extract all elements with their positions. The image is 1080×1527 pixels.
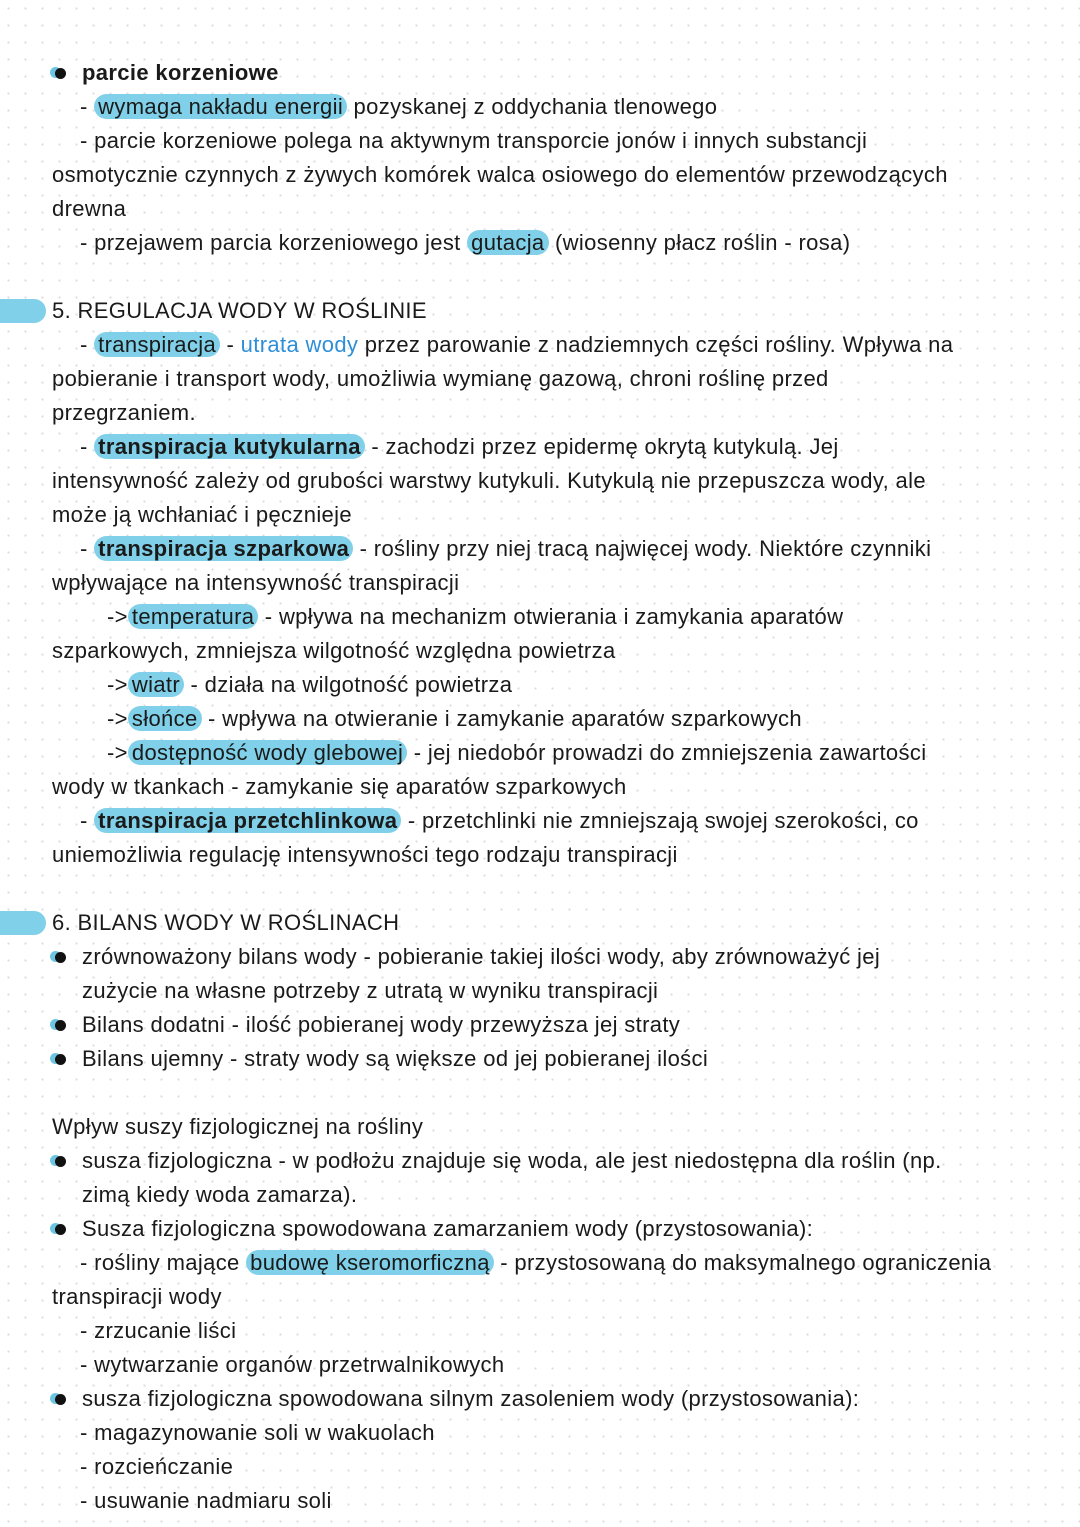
highlighted-term: temperatura — [128, 604, 258, 629]
text-line — [82, 56, 279, 90]
text-segment: 5. REGULACJA WODY W ROŚLINIE — [52, 298, 427, 323]
highlighted-term: wiatr — [128, 672, 184, 697]
text-segment: (wiosenny płacz roślin - rosa) — [548, 230, 851, 255]
text-segment: - wytwarzanie organów przetrwalnikowych — [80, 1352, 505, 1377]
text-line — [80, 1416, 435, 1450]
text-segment: Bilans ujemny - straty wody są większe od jej pobieranej ilości — [82, 1046, 709, 1071]
text-line — [52, 1110, 423, 1144]
section-heading — [52, 294, 427, 328]
bullet-icon — [55, 952, 66, 963]
text-line — [52, 192, 126, 226]
highlighted-term: transpiracja szparkowa — [94, 536, 353, 561]
text-segment: - przystosowaną do maksymalnego ograniczenia — [493, 1250, 992, 1275]
text-segment: transpiracji wody — [52, 1284, 222, 1309]
highlighted-term: słońce — [128, 706, 202, 731]
text-segment: przegrzaniem. — [52, 400, 196, 425]
text-segment: zrównoważony bilans wody - pobieranie takiej ilości wody, aby zrównoważyć jej — [82, 944, 881, 969]
text-line — [52, 158, 948, 192]
text-segment: - — [80, 536, 95, 561]
text-segment: utrata wody — [240, 332, 359, 357]
text-segment: zużycie na własne potrzeby z utratą w wyniku transpiracji — [82, 978, 659, 1003]
text-line — [82, 1178, 357, 1212]
text-segment: wpływające na intensywność transpiracji — [52, 570, 460, 595]
text-line — [52, 498, 352, 532]
text-segment: Bilans dodatni - ilość pobieranej wody przewyższa jej straty — [82, 1012, 681, 1037]
bullet-icon — [55, 1224, 66, 1235]
text-segment: szparkowych, zmniejsza wilgotność względna powietrza — [52, 638, 616, 663]
highlighted-term: transpiracja kutykularna — [94, 434, 365, 459]
text-segment: - — [80, 808, 95, 833]
text-line — [52, 838, 678, 872]
text-line — [52, 566, 459, 600]
text-segment: wody w tkankach - zamykanie się aparatów szparkowych — [52, 774, 627, 799]
text-segment: pobieranie i transport wody, umożliwia wymianę gazową, chroni roślinę przed — [52, 366, 829, 391]
text-line — [80, 328, 953, 362]
highlighted-term: dostępność wody glebowej — [128, 740, 407, 765]
text-line — [52, 396, 196, 430]
text-segment: parcie korzeniowe — [82, 60, 279, 85]
text-segment: Susza fizjologiczna spowodowana zamarzaniem wody (przystosowania): — [82, 1216, 814, 1241]
section-marker — [0, 911, 46, 935]
text-line — [82, 940, 880, 974]
text-line — [82, 1144, 942, 1178]
text-segment: - rośliny mające — [80, 1250, 247, 1275]
text-segment: zimą kiedy woda zamarza). — [82, 1182, 358, 1207]
text-segment: drewna — [52, 196, 127, 221]
bullet-icon — [55, 1156, 66, 1167]
text-line — [80, 1314, 236, 1348]
text-segment: - — [80, 94, 95, 119]
text-line — [107, 668, 512, 702]
text-line — [82, 1212, 813, 1246]
text-segment: -> — [107, 740, 128, 765]
text-segment: - — [80, 332, 95, 357]
text-segment: - wpływa na mechanizm otwierania i zamykania aparatów — [258, 604, 844, 629]
text-line — [107, 736, 926, 770]
text-segment: susza fizjologiczna - w podłożu znajduje się woda, ale jest niedostępna dla roślin (np. — [82, 1148, 942, 1173]
text-segment: - rośliny przy niej tracą najwięcej wody. Niektóre czynniki — [353, 536, 932, 561]
highlighted-term: wymaga nakładu energii — [94, 94, 347, 119]
text-line — [80, 226, 850, 260]
text-line — [107, 600, 843, 634]
text-segment: - przejawem parcia korzeniowego jest — [80, 230, 468, 255]
text-line — [80, 1246, 991, 1280]
text-segment: - parcie korzeniowe polega na aktywnym transporcie jonów i innych substancji — [80, 128, 868, 153]
text-segment: pozyskanej z oddychania tlenowego — [347, 94, 718, 119]
text-segment: -> — [107, 672, 128, 697]
text-segment: przez parowanie z nadziemnych części rośliny. Wpływa na — [358, 332, 954, 357]
text-line — [80, 124, 867, 158]
text-segment: - jej niedobór prowadzi do zmniejszenia zawartości — [407, 740, 927, 765]
bullet-icon — [55, 68, 66, 79]
text-line — [82, 1042, 708, 1076]
text-line — [80, 532, 931, 566]
text-segment: osmotycznie czynnych z żywych komórek walca osiowego do elementów przewodzących — [52, 162, 948, 187]
text-segment: - przetchlinki nie zmniejszają swojej szerokości, co — [401, 808, 919, 833]
text-line — [80, 1484, 332, 1518]
text-segment: - zrzucanie liści — [80, 1318, 237, 1343]
text-segment: - — [220, 332, 241, 357]
text-line — [52, 634, 616, 668]
text-segment: - działa na wilgotność powietrza — [184, 672, 513, 697]
text-line — [107, 702, 802, 736]
text-line — [82, 1382, 859, 1416]
text-segment: 6. BILANS WODY W ROŚLINACH — [52, 910, 400, 935]
text-line — [80, 804, 919, 838]
text-line — [80, 1450, 233, 1484]
text-segment: susza fizjologiczna spowodowana silnym zasoleniem wody (przystosowania): — [82, 1386, 860, 1411]
text-line — [52, 1280, 222, 1314]
text-segment: intensywność zależy od grubości warstwy kutykuli. Kutykulą nie przepuszcza wody, ale — [52, 468, 926, 493]
text-segment: - zachodzi przez epidermę okrytą kutykulą. Jej — [364, 434, 839, 459]
text-line — [52, 770, 627, 804]
text-segment: -> — [107, 706, 128, 731]
text-segment: - rozcieńczanie — [80, 1454, 234, 1479]
bullet-icon — [55, 1020, 66, 1031]
bullet-icon — [55, 1054, 66, 1065]
highlighted-term: gutacja — [467, 230, 548, 255]
text-line — [80, 1348, 504, 1382]
text-line — [82, 974, 658, 1008]
text-line — [52, 464, 926, 498]
text-line — [82, 1008, 680, 1042]
text-segment: - magazynowanie soli w wakuolach — [80, 1420, 435, 1445]
section-marker — [0, 299, 46, 323]
text-segment: uniemożliwia regulację intensywności tego rodzaju transpiracji — [52, 842, 678, 867]
text-segment: - wpływa na otwieranie i zamykanie aparatów szparkowych — [201, 706, 802, 731]
text-segment: może ją wchłaniać i pęcznieje — [52, 502, 352, 527]
text-segment: - — [80, 434, 95, 459]
text-segment: Wpływ suszy fizjologicznej na rośliny — [52, 1114, 424, 1139]
text-line — [80, 90, 717, 124]
text-segment: -> — [107, 604, 128, 629]
highlighted-term: budowę kseromorficzną — [246, 1250, 494, 1275]
bullet-icon — [55, 1394, 66, 1405]
text-line — [80, 430, 839, 464]
section-heading — [52, 906, 399, 940]
text-line — [52, 362, 829, 396]
highlighted-term: transpiracja przetchlinkowa — [94, 808, 401, 833]
text-segment: - usuwanie nadmiaru soli — [80, 1488, 332, 1513]
highlighted-term: transpiracja — [94, 332, 220, 357]
